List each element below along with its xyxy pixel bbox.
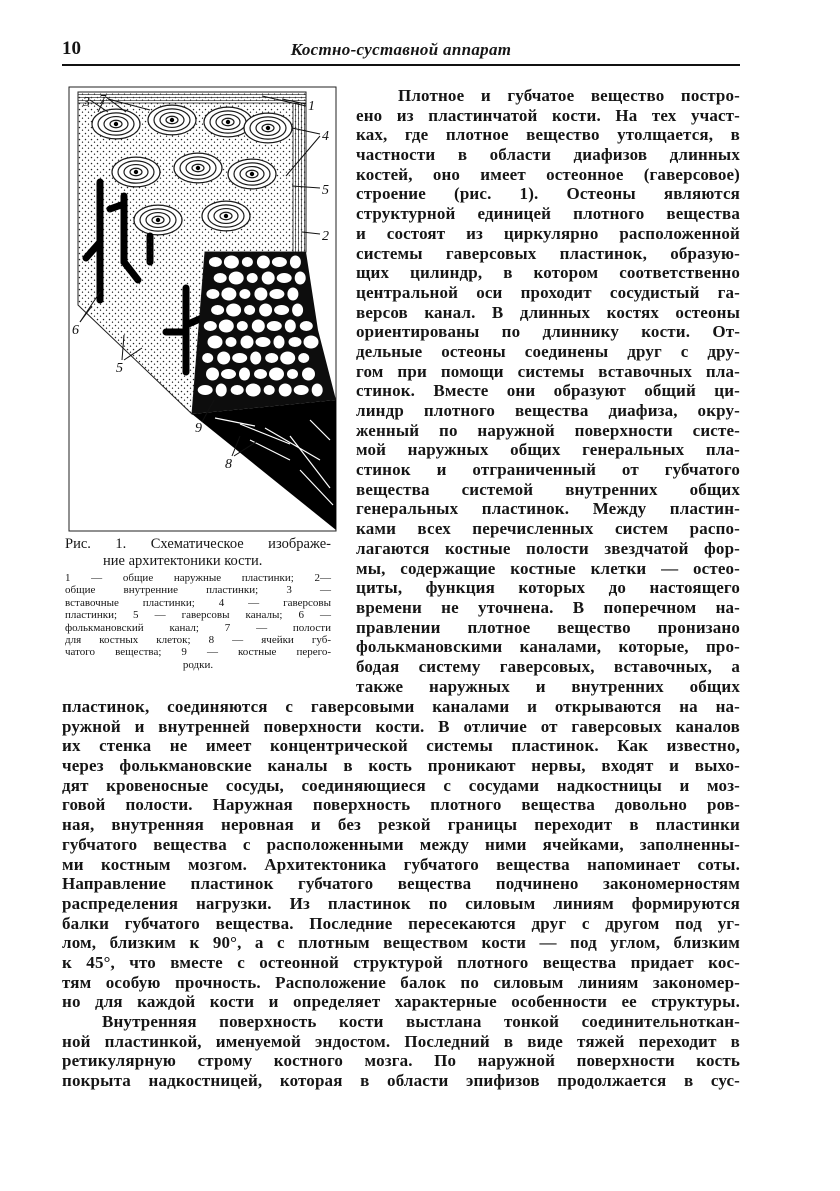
text-line: пластинок, соединяются с гаверсовыми каналами и открываются на на- [62,697,740,716]
spongy-cell [241,336,254,349]
legend-line: чатого вещества; 9 — костные перего- [65,646,331,659]
osteon [228,159,276,189]
text-line: говой полости. Наружная поверхность плотного вещества довольно ров- [62,795,740,815]
text-line: времени не уточнена. В поперечном на- [356,597,740,617]
osteon [174,153,222,183]
spongy-cell [226,337,237,347]
figure-label-4: 4 [322,129,329,144]
text-line: стинок и отграниченный от губчатого [356,460,740,480]
legend-line: вставочные пластинки; 4 — гаверсовы [65,596,331,609]
osteon [244,113,292,143]
text-line: ках, где плотное вещество утолщается, в [356,125,740,145]
caption-title-line: ние архитектоники кости. [103,553,263,569]
legend-line: для костных клеток; 8 — ячейки губ- [65,633,331,646]
text-line: структурной единицей плотного вещества [356,204,740,224]
text-line: ено из пластинчатой кости. На тех участ- [356,105,740,125]
spongy-cell [242,257,253,267]
spongy-cell [221,369,236,379]
haversian-canal [114,122,118,126]
spongy-cell [269,289,284,299]
text-line: также наружных и внутренних общих [356,676,740,696]
text-line: к 45°, что вместе с остеонной структурой плотного вещества придает кос- [62,952,740,972]
osteon [112,157,160,187]
page-number: 10 [62,38,81,59]
figure-label-6: 6 [72,323,79,338]
spongy-cell [280,352,295,365]
text-line: их стенка не имеет концентрической системы пластинок. Как известно, [62,736,740,756]
text-line: но для каждой кости и определяет характерные особенности ее структуры. [62,992,740,1012]
spongy-cell [254,288,267,301]
spongy-cell [287,288,298,301]
text-line: и состоят из циркулярно расположенной [356,223,740,243]
text-line: дельные остеоны соединены друг с дру- [356,341,740,361]
text-line: стинок. Вместе они образуют общий ци- [356,381,740,401]
figure-label-2: 2 [322,229,329,244]
spongy-cell [269,368,284,381]
spongy-cell [262,272,275,285]
text-line: покрыта надкостницей, которая в области эпифизов продолжается в сус- [62,1071,740,1091]
spongy-cell [202,353,213,363]
figure-legend [65,572,331,671]
text-line: вещества системой внутренних общих [356,479,740,499]
text-line: системы гаверсовых пластинок, образую- [356,243,740,263]
spongy-cell [226,304,241,317]
text-line: бодая систему гаверсовых, вставочных, а [356,656,740,676]
header-rule [62,64,740,66]
legend-line: общие внутренние пластинки; 3 — [65,584,331,597]
spongy-cell [219,320,234,333]
text-line: правлении плотное вещество пронизано [356,617,740,637]
spongy-cell [279,384,292,397]
legend-line: фолькмановский канал; 7 — полости [65,621,331,634]
spongy-cell [216,384,227,397]
text-line: через фолькмановские каналы в кость проникают нервы, входят и выхо- [62,756,740,776]
figure-caption [65,536,331,570]
inner-lamellae [293,103,306,252]
spongy-cell [252,320,265,333]
spongy-cell [267,321,282,331]
legend-line: 1 — общие наружные пластинки; 2— [65,572,331,584]
spongy-cell [239,368,250,381]
spongy-cell [272,257,287,267]
text-line: тям особую прочность. Расположение балок по силовым линиям закономер- [62,972,740,992]
haversian-canal [226,120,230,124]
spongy-cell [247,273,258,283]
text-line: частности в области диафизов длинных [356,145,740,165]
text-line: мы, содержащие костные клетки — остео- [356,558,740,578]
text-line: ной пластинкой, именуемой эндостом. Последний в виде тяжей переходит в [62,1031,740,1051]
figure-label-5-bottom: 5 [116,361,123,376]
running-title: Костно-суставной аппарат [290,40,512,59]
volkmann-canal [110,204,124,209]
spongy-cell [231,385,244,395]
haversian-canal [156,218,160,222]
text-line: Направление пластинок губчатого вещества подчинено закономерностям [62,874,740,894]
spongy-cell [259,304,272,317]
spongy-cell [274,336,285,349]
text-line: фолькмановскими каналами, которые, про- [356,637,740,657]
right-column-text [356,86,740,696]
figure-label-5-top: 5 [322,183,329,198]
spongy-cell [295,272,306,285]
spongy-cell [217,352,230,365]
haversian-canal [250,172,254,176]
spongy-cell [237,321,248,331]
text-line: версов канал. В длинных костях остеоны [356,302,740,322]
spongy-cell [285,320,296,333]
text-line: Внутренняя поверхность кости выстлана тонкой соединительноткан- [102,1012,740,1031]
spongy-cell [208,336,223,349]
spongy-cell [302,368,315,381]
spongy-cell [290,256,301,269]
spongy-cell [224,256,239,269]
spongy-cell [300,321,313,331]
spongy-cell [206,368,219,381]
spongy-cell [239,289,250,299]
text-line: ками всех перечисленных систем распо- [356,519,740,539]
osteon [202,201,250,231]
spongy-cell [256,337,271,347]
haversian-canal [196,166,200,170]
spongy-cell [211,305,224,315]
spongy-cell [229,272,244,285]
spongy-cell [232,353,247,363]
text-line: ми костным мозгом. Архитектоника губчатого вещества напоминает соты. [62,854,740,874]
spongy-cell [206,289,219,299]
spongy-cell [244,305,255,315]
legend-line: родки. [182,658,214,671]
haversian-canal [266,126,270,130]
spongy-cell [198,385,213,395]
bone-septa-section [192,400,336,530]
spongy-cell [294,385,309,395]
haversian-canal [134,170,138,174]
text-line: линдр плотного вещества диафиза, окру- [356,401,740,420]
spongy-cell [209,257,222,267]
spongy-cell [221,288,236,301]
spongy-cell [298,353,309,363]
spongy-cell [312,384,323,397]
spongy-cell [304,336,319,349]
osteon [92,109,140,139]
spongy-cell [204,321,217,331]
text-line: ориентированы по длиннику кости. От- [356,322,740,342]
spongy-cell [264,385,275,395]
spongy-cell [246,384,261,397]
figure-label-3: 3 [83,95,90,110]
spongy-cell [257,256,270,269]
text-line: балки губчатого вещества. Последние пересекаются друг с другом под уг- [62,913,740,933]
text-line: ная, внутренняя неровная и без резкой границы переходит в пластинки [62,815,740,835]
spongy-cell [250,352,261,365]
text-line: лом, близким к 90°, а с плотным веществом кости — под углом, близким [62,933,740,953]
spongy-cell [265,353,278,363]
bone-architecture-figure [66,84,338,536]
osteon [134,205,182,235]
text-line: щих цилиндр, в котором соответственно [356,263,740,283]
spongy-cell [277,273,292,283]
text-line: Плотное и губчатое вещество постро- [398,86,740,105]
text-line: гом при помощи системы вставочных пла- [356,361,740,381]
haversian-canal [224,214,228,218]
text-line: мой наружных общих генеральных пла- [356,440,740,460]
text-line: дят кровеносные сосуды, соединяющиеся с сосудами надкостницы и моз- [62,775,740,795]
haversian-canal [170,118,174,122]
spongy-cell [289,337,302,347]
spongy-cell [287,369,298,379]
spongy-bone [192,252,336,414]
osteon [148,105,196,135]
text-line: женный по наружной поверхности систе- [356,420,740,440]
spongy-cell [214,273,227,283]
spongy-cell [274,305,289,315]
text-line: строение (рис. 1). Остеоны являются [356,184,740,204]
caption-title-line: Рис. 1. Схематическое изображе- [65,536,331,552]
text-line: ружной и внутренней поверхности кости. В отличие от гаверсовых каналов [62,716,740,736]
text-line: ретикулярную строму костного мозга. По наружной поверхности кость [62,1051,740,1071]
text-line: распределения нагрузки. Из пластинок по силовым линиям формируются [62,893,740,913]
text-line: циты, функция которых до настоящего [356,578,740,598]
text-line: губчатого вещества с расположенными между ними ячейками, заполненны- [62,834,740,854]
figure-label-9: 9 [195,421,202,436]
figure-label-7: 7 [99,93,106,108]
text-line: генеральных пластинок. Между пластин- [356,499,740,519]
spongy-cell [292,304,303,317]
text-line: костей, оно имеет остеонное (гаверсовое) [356,164,740,184]
legend-line: пластинки; 5 — гаверсовы каналы; 6 — [65,609,331,622]
figure-label-8: 8 [225,457,232,472]
spongy-cell [254,369,267,379]
full-width-text [62,697,740,1091]
text-line: лагаются костные полости звездчатой фор- [356,538,740,558]
text-line: центральной оси проходит сосудистый га- [356,282,740,302]
figure-label-1: 1 [308,99,315,114]
